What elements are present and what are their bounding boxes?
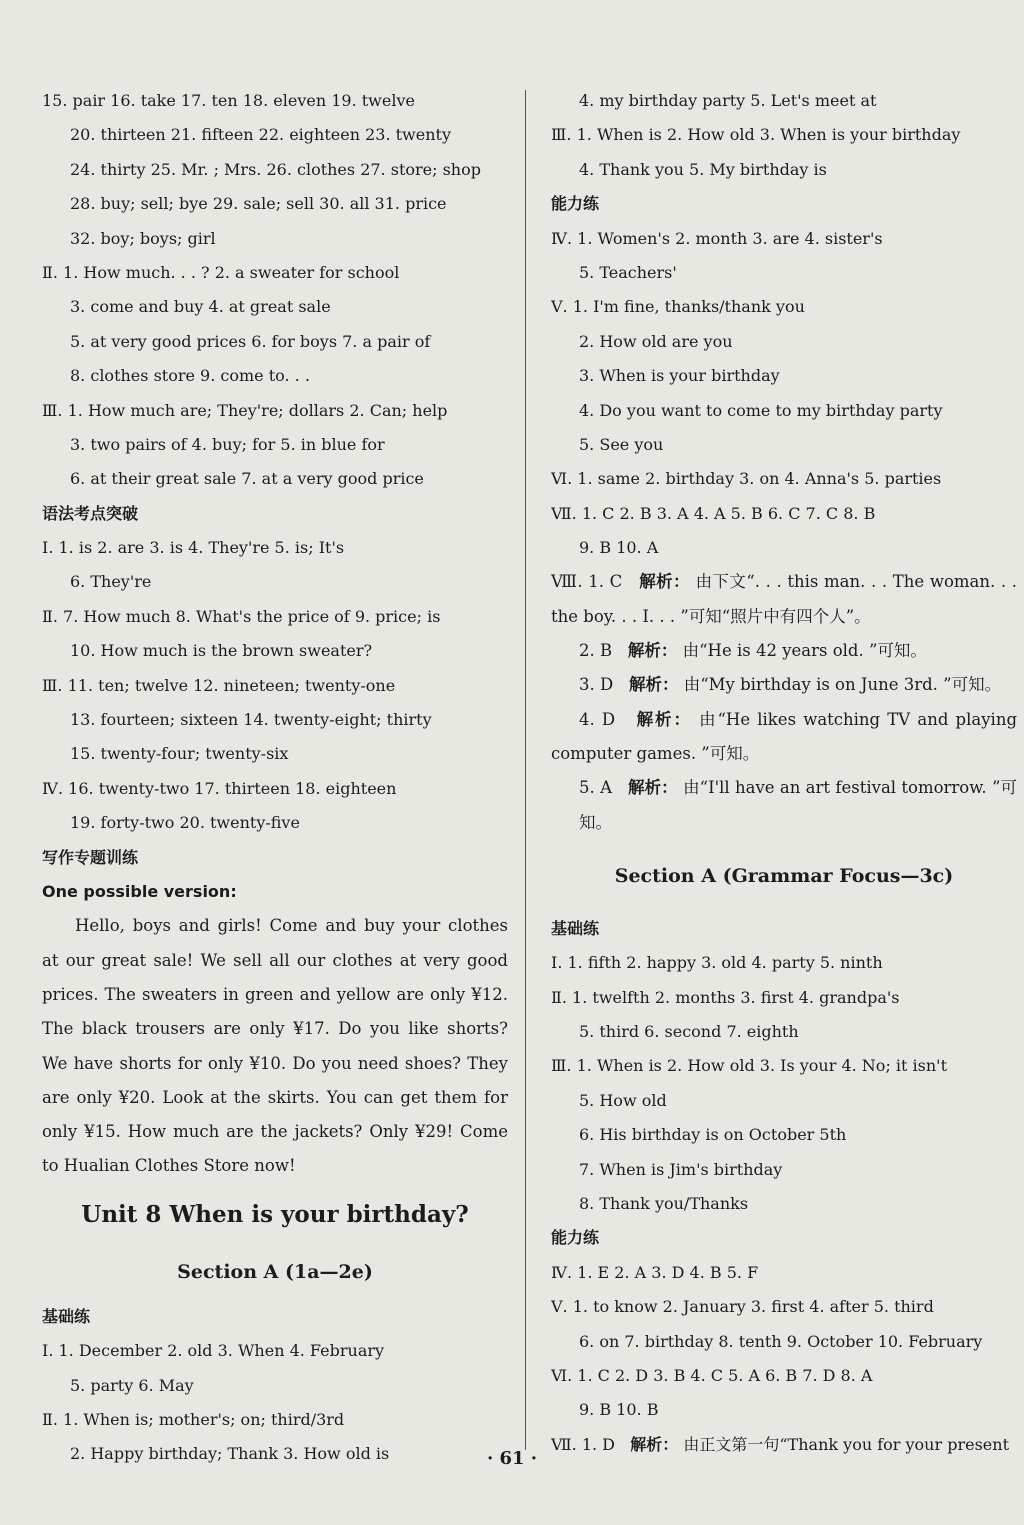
unit-title: Unit 8 When is your birthday? bbox=[81, 1200, 469, 1228]
answer-line: 15. twenty-four; twenty-six bbox=[70, 744, 289, 764]
column-divider bbox=[525, 90, 526, 1450]
answer-line: Ⅱ. 1. twelfth 2. months 3. first 4. grandpa's bbox=[551, 987, 900, 1007]
answer-line: 6. at their great sale 7. at a very good price bbox=[70, 469, 424, 489]
explanation-label: 解析： bbox=[627, 641, 678, 661]
explanation-text: 由“I'll have an art festival tomorrow. ”可知。 bbox=[579, 778, 1017, 832]
answer-line: 5. See you bbox=[579, 434, 664, 454]
answer-line: 10. How much is the brown sweater? bbox=[70, 641, 373, 661]
answer-line: Ⅲ. 1. How much are; They're; dollars 2. Can; help bbox=[42, 400, 448, 420]
answer-line: 6. They're bbox=[70, 572, 152, 592]
answer-line: Ⅲ. 1. When is 2. How old 3. Is your 4. No; it isn't bbox=[551, 1056, 948, 1076]
sample-paragraph: Hello, boys and girls! Come and buy your clothes at our great sale! We sell all our clothes at very good prices. The sweaters in green and yellow are only ¥12. The black trousers are only ¥17. Do you like shorts? We have shorts for only ¥10. Do you need shoes? They are only ¥20. Look at the skirts. You can get them for only ¥15. How much are the jackets? Only ¥29! Come to Hualian Clothes Store now! bbox=[42, 916, 508, 1176]
answer-line: Ⅲ. 1. When is 2. How old 3. When is your birthday bbox=[551, 125, 961, 145]
answer-line: 6. on 7. birthday 8. tenth 9. October 10. February bbox=[579, 1331, 983, 1351]
explanation-label: 解析： bbox=[627, 778, 678, 798]
answer-line: Ⅳ. 16. twenty-two 17. thirteen 18. eighteen bbox=[42, 778, 397, 798]
answer-line: 3. When is your birthday bbox=[579, 366, 780, 386]
right-lines-d bbox=[551, 1256, 1017, 1428]
answer-line: 5. How old bbox=[579, 1090, 667, 1110]
answer-line: 15. pair 16. take 17. ten 18. eleven 19. twelve bbox=[42, 91, 415, 110]
answer-line: 9. B 10. B bbox=[579, 1400, 659, 1420]
answer-line: Ⅶ. 1. C 2. B 3. A 4. A 5. B 6. C 7. C 8. B bbox=[551, 503, 876, 523]
right-lines-a bbox=[551, 84, 1017, 187]
left-lines-a bbox=[42, 84, 508, 497]
right-column bbox=[551, 84, 1017, 1462]
answer-line: Ⅱ. 1. How much. . . ? 2. a sweater for school bbox=[42, 262, 400, 282]
explanation-text: 由“My birthday is on June 3rd. ”可知。 bbox=[683, 675, 1002, 695]
answer-line: Ⅱ. 1. When is; mother's; on; third/3rd bbox=[42, 1409, 345, 1429]
explanation-text: 由“He likes watching TV and playing computer games. ”可知。 bbox=[551, 709, 1018, 763]
answer-line: 2. How old are you bbox=[579, 331, 733, 351]
explanation-number: 4. D bbox=[579, 709, 616, 729]
explanation-number: 5. A bbox=[579, 778, 612, 798]
explanation-number: 2. B bbox=[579, 641, 613, 661]
answer-line: 24. thirty 25. Mr. ; Mrs. 26. clothes 27. store; shop bbox=[70, 159, 481, 179]
writing-heading: 写作专题训练 bbox=[42, 847, 139, 867]
explanation-number: 3. D bbox=[579, 675, 614, 695]
answer-line: Ⅳ. 1. Women's 2. month 3. are 4. sister's bbox=[551, 228, 883, 248]
answer-line: Ⅰ. 1. December 2. old 3. When 4. February bbox=[42, 1341, 385, 1361]
right-lines-c bbox=[551, 946, 1017, 1221]
answer-line: 8. Thank you/Thanks bbox=[579, 1193, 749, 1213]
left-column bbox=[42, 84, 508, 1472]
answer-line: 4. Thank you 5. My birthday is bbox=[579, 159, 827, 179]
answer-line: 5. third 6. second 7. eighth bbox=[579, 1022, 799, 1042]
answer-line: Ⅳ. 1. E 2. A 3. D 4. B 5. F bbox=[551, 1262, 759, 1282]
answer-line: 3. two pairs of 4. buy; for 5. in blue for bbox=[70, 434, 385, 454]
explanation-label: 解析： bbox=[628, 675, 679, 695]
answer-line: 5. party 6. May bbox=[70, 1375, 194, 1395]
explanation-number: Ⅶ. 1. D bbox=[551, 1434, 615, 1454]
explanation-text: 由正文第一句“Thank you for your present bbox=[683, 1434, 1009, 1454]
explanation-label: 解析： bbox=[636, 709, 692, 729]
answer-line: 20. thirteen 21. fifteen 22. eighteen 23. twenty bbox=[70, 125, 451, 145]
explanation-text: 由“He is 42 years old. ”可知。 bbox=[682, 641, 927, 661]
answer-line: Ⅲ. 11. ten; twelve 12. nineteen; twenty-one bbox=[42, 675, 396, 695]
answer-line: 8. clothes store 9. come to. . . bbox=[70, 366, 310, 386]
answer-line: 19. forty-two 20. twenty-five bbox=[70, 813, 300, 833]
answer-line: 4. my birthday party 5. Let's meet at bbox=[579, 91, 877, 110]
answer-line: Ⅵ. 1. C 2. D 3. B 4. C 5. A 6. B 7. D 8. A bbox=[551, 1365, 873, 1385]
section-title: Section A (Grammar Focus—3c) bbox=[614, 864, 954, 887]
explanation-label: 解析： bbox=[639, 572, 690, 592]
answer-line: Ⅱ. 7. How much 8. What's the price of 9. price; is bbox=[42, 606, 441, 626]
answer-line: 5. Teachers' bbox=[579, 262, 677, 282]
answer-line: Ⅰ. 1. is 2. are 3. is 4. They're 5. is; It's bbox=[42, 538, 345, 558]
explanation-item bbox=[551, 565, 1017, 634]
answer-line: 9. B 10. A bbox=[579, 538, 659, 558]
explanation-text: 由下文“. . . this man. . . The woman. . . the boy. . . I. . . ”可知“照片中有四个人”。 bbox=[551, 572, 1018, 626]
answer-line: Ⅰ. 1. fifth 2. happy 3. old 4. party 5. ninth bbox=[551, 953, 883, 973]
answer-line: Ⅴ. 1. I'm fine, thanks/thank you bbox=[551, 297, 805, 317]
answer-line: 13. fourteen; sixteen 14. twenty-eight; thirty bbox=[70, 710, 432, 730]
grammar-heading: 语法考点突破 bbox=[42, 503, 139, 523]
explanation-number: Ⅷ. 1. C bbox=[551, 572, 623, 592]
right-lines-b bbox=[551, 222, 1017, 566]
answer-line: 5. at very good prices 6. for boys 7. a pair of bbox=[70, 331, 431, 351]
answer-line: 3. come and buy 4. at great sale bbox=[70, 297, 331, 317]
section-title: Section A (1a—2e) bbox=[177, 1260, 373, 1283]
answer-line: 2. Happy birthday; Thank 3. How old is bbox=[70, 1444, 390, 1464]
page-number: · 61 · bbox=[486, 1448, 538, 1469]
explanation-item bbox=[551, 668, 1017, 702]
answer-line: 32. boy; boys; girl bbox=[70, 228, 216, 248]
explanation-item bbox=[551, 771, 1017, 840]
ability-heading: 能力练 bbox=[551, 194, 600, 214]
answer-line: 6. His birthday is on October 5th bbox=[579, 1125, 847, 1145]
ability-heading: 能力练 bbox=[551, 1228, 600, 1248]
answer-line: 28. buy; sell; bye 29. sale; sell 30. all 31. price bbox=[70, 194, 447, 214]
explanation-item bbox=[551, 703, 1017, 772]
answer-line: Ⅵ. 1. same 2. birthday 3. on 4. Anna's 5. parties bbox=[551, 469, 942, 489]
basic-heading: 基础练 bbox=[551, 918, 600, 938]
explanations bbox=[551, 565, 1017, 839]
explanation-label: 解析： bbox=[630, 1434, 679, 1454]
explanation-item bbox=[551, 634, 1017, 668]
answer-line: Ⅴ. 1. to know 2. January 3. first 4. after 5. third bbox=[551, 1297, 934, 1317]
answer-line: 4. Do you want to come to my birthday party bbox=[579, 400, 943, 420]
basic-heading: 基础练 bbox=[42, 1306, 91, 1326]
left-lines-b bbox=[42, 531, 508, 841]
version-label: One possible version: bbox=[42, 881, 237, 901]
answer-line: 7. When is Jim's birthday bbox=[579, 1159, 783, 1179]
